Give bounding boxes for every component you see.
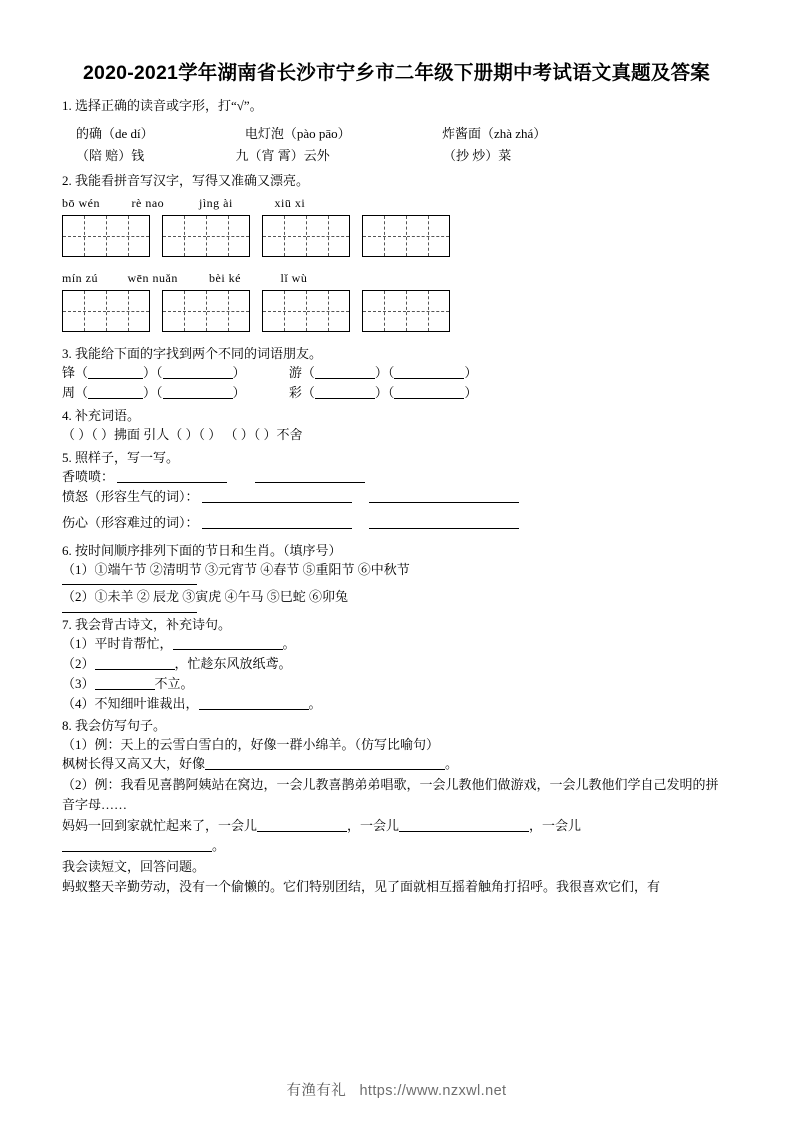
q8-text-2c: ，一会儿	[529, 818, 582, 833]
q1-item-1: 的确（de dí）	[76, 126, 154, 141]
q5-blank[interactable]	[369, 515, 519, 529]
q1-item-5: 九（宵 霄）云外	[235, 148, 330, 163]
tianzige-cell[interactable]	[163, 291, 207, 331]
q6-answer-blank-2[interactable]	[62, 612, 197, 613]
tianzige-box[interactable]	[262, 215, 350, 257]
q7-blank[interactable]	[173, 636, 283, 650]
q2-grid-row-1	[62, 215, 731, 257]
question-6-heading: 6. 按时间顺序排列下面的节日和生肖。（填序号）	[62, 542, 342, 558]
q7-item-1	[62, 634, 731, 654]
q5-label-3: 伤心（形容难过的词）：	[62, 514, 199, 530]
q8-text-1a: 枫树长得又高又大，好像	[62, 756, 206, 771]
tianzige-cell[interactable]	[207, 291, 250, 331]
tianzige-cell[interactable]	[407, 216, 450, 256]
tianzige-cell[interactable]	[107, 216, 150, 256]
q7-item-2	[62, 654, 731, 674]
tianzige-box[interactable]	[362, 215, 450, 257]
q3-char-3: 周	[62, 385, 76, 400]
tianzige-cell[interactable]	[307, 291, 350, 331]
q3-row-1: 锋（ ）（ ） 游（ ）（ ）	[62, 365, 478, 380]
q3-row-2: 周（ ）（ ） 彩（ ）（ ）	[62, 385, 478, 400]
tianzige-cell[interactable]	[163, 216, 207, 256]
tianzige-box[interactable]	[62, 290, 150, 332]
q3-blank[interactable]	[88, 365, 143, 379]
question-1-heading: 1. 选择正确的读音或字形，打“√”。	[62, 98, 263, 113]
q2-pinyin-5: mín zú	[62, 271, 98, 285]
q8-item-2-answer	[62, 816, 731, 836]
q7-text-1b: 。	[282, 635, 296, 651]
tianzige-box[interactable]	[162, 290, 250, 332]
q3-char-4: 彩	[288, 385, 302, 400]
tianzige-cell[interactable]	[263, 291, 307, 331]
q5-blank[interactable]	[117, 469, 227, 483]
q5-label-2: 愤怒（形容生气的词）：	[62, 488, 199, 504]
q6-item-2: （2）①未羊 ② 辰龙 ③寅虎 ④午马 ⑤巳蛇 ⑥卯兔	[62, 589, 349, 604]
q5-blank[interactable]	[369, 489, 519, 503]
q4-line[interactable]: （ ）（ ）拂面 引人（ ）（ ） （ ）（ ）不舍	[62, 427, 303, 442]
q3-blank[interactable]	[394, 385, 464, 399]
q7-blank[interactable]	[95, 676, 155, 690]
question-9-heading: 我会读短文，回答问题。	[62, 859, 206, 874]
q2-pinyin-6: wēn nuǎn	[127, 271, 178, 285]
q5-blank[interactable]	[202, 489, 352, 503]
q8-blank[interactable]	[205, 756, 445, 770]
q7-text-2a: （2）	[62, 655, 95, 671]
question-8-heading: 8. 我会仿写句子。	[62, 717, 167, 733]
q1-item-3: 炸酱面（zhà zhá）	[441, 126, 547, 141]
q7-blank[interactable]	[199, 696, 309, 710]
q1-item-2: 电灯泡（pào pāo）	[244, 126, 351, 141]
tianzige-box[interactable]	[262, 290, 350, 332]
q7-item-3	[62, 674, 731, 694]
question-1-line-1	[62, 123, 731, 145]
q1-item-4: （陪 赔）钱	[76, 148, 145, 163]
tianzige-cell[interactable]	[63, 216, 107, 256]
q8-item-2-answer-cont	[62, 836, 731, 856]
q8-text-2d: 。	[212, 838, 226, 853]
q7-text-4a: （4）不知细叶谁裁出，	[62, 695, 199, 711]
tianzige-cell[interactable]	[207, 216, 250, 256]
tianzige-box[interactable]	[162, 215, 250, 257]
q5-item-2	[62, 487, 731, 507]
tianzige-cell[interactable]	[307, 216, 350, 256]
tianzige-box[interactable]	[62, 215, 150, 257]
tianzige-cell[interactable]	[263, 216, 307, 256]
q7-text-4b: 。	[308, 695, 322, 711]
q3-blank[interactable]	[315, 385, 375, 399]
question-5-heading: 5. 照样子，写一写。	[62, 449, 180, 465]
tianzige-cell[interactable]	[63, 291, 107, 331]
footer-watermark	[0, 1079, 793, 1100]
q2-pinyin-row-2	[62, 271, 731, 286]
q8-text-1b: 。	[445, 756, 459, 771]
q7-text-3b: 不立。	[154, 675, 194, 691]
footer-brand: 有渔有礼	[286, 1083, 347, 1099]
q7-text-1a: （1）平时肯帮忙，	[62, 635, 173, 651]
q7-blank[interactable]	[95, 656, 175, 670]
tianzige-cell[interactable]	[363, 216, 407, 256]
q5-item-3	[62, 513, 731, 533]
question-2-heading: 2. 我能看拼音写汉字，写得又准确又漂亮。	[62, 173, 310, 188]
q5-blank[interactable]	[255, 469, 365, 483]
q7-text-2b: ，忙趁东风放纸鸢。	[174, 655, 292, 671]
q8-text-2b: ，一会儿	[347, 818, 400, 833]
q3-blank[interactable]	[315, 365, 375, 379]
q6-item-1: （1）①端午节 ②清明节 ③元宵节 ④春节 ⑤重阳节 ⑥中秋节	[62, 561, 410, 577]
footer-url: https://www.nzxwl.net	[359, 1083, 507, 1099]
q2-pinyin-4: xiū xi	[274, 196, 306, 210]
question-7-heading: 7. 我会背古诗文，补充诗句。	[62, 616, 232, 632]
q3-blank[interactable]	[394, 365, 464, 379]
q3-char-1: 锋	[62, 365, 76, 380]
q3-blank[interactable]	[88, 385, 143, 399]
q5-blank[interactable]	[202, 515, 352, 529]
q6-answer-blank-1[interactable]	[62, 584, 197, 585]
q8-item-1-answer	[62, 754, 731, 774]
q8-text-2a: 妈妈一回到家就忙起来了，一会儿	[62, 818, 258, 833]
q1-item-6: （抄 炒）菜	[443, 148, 512, 163]
q2-pinyin-2: rè nao	[131, 196, 165, 210]
q5-item-1	[62, 467, 731, 487]
q8-item-2-example: （2）例：我看见喜鹊阿姨站在窝边，一会儿教喜鹊弟弟唱歌，一会儿教他们做游戏，一会儿教他们学自己发明的拼音字母……	[62, 777, 719, 812]
q8-item-1-example: （1）例：天上的云雪白雪白的，好像一群小绵羊。（仿写比喻句）	[62, 736, 440, 752]
q3-blank[interactable]	[163, 365, 233, 379]
q2-pinyin-row-1	[62, 196, 731, 211]
q2-pinyin-8: lǐ wù	[280, 271, 308, 285]
page-title: 2020-2021学年湖南省长沙市宁乡市二年级下册期中考试语文真题及答案	[83, 62, 710, 84]
q5-label-1: 香喷喷：	[62, 468, 115, 484]
question-3-heading: 3. 我能给下面的字找到两个不同的词语朋友。	[62, 346, 323, 361]
q7-text-3a: （3）	[62, 675, 95, 691]
tianzige-box[interactable]	[362, 290, 450, 332]
question-1-line-2	[62, 145, 731, 167]
tianzige-cell[interactable]	[407, 291, 450, 331]
q9-passage: 蚂蚁整天辛勤劳动，没有一个偷懒的。它们特别团结，见了面就相互摇着触角打招呼。我很喜欢它们，有	[62, 879, 661, 894]
question-4-heading: 4. 补充词语。	[62, 408, 141, 423]
q7-item-4	[62, 694, 731, 714]
tianzige-cell[interactable]	[363, 291, 407, 331]
q2-pinyin-7: bèi ké	[209, 271, 241, 285]
q2-pinyin-3: jìng ài	[199, 196, 233, 210]
q2-grid-row-2	[62, 290, 731, 332]
q3-char-2: 游	[288, 365, 302, 380]
tianzige-cell[interactable]	[107, 291, 150, 331]
q3-blank[interactable]	[163, 385, 233, 399]
q8-blank[interactable]	[62, 838, 212, 852]
q8-blank[interactable]	[399, 818, 529, 832]
q8-blank[interactable]	[257, 818, 347, 832]
q2-pinyin-1: bō wén	[62, 196, 100, 210]
